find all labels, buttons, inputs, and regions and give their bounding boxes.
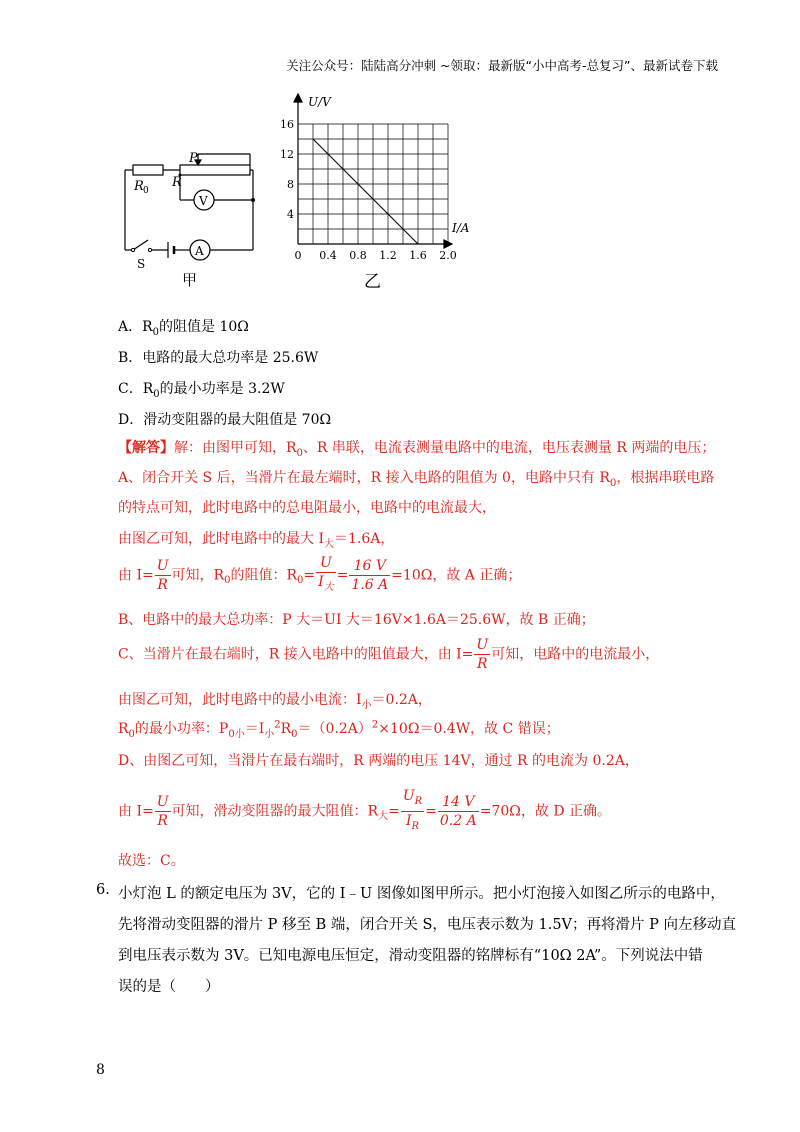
solution-line-10: D、由图乙可知，当滑片在最右端时，R 两端的电压 14V，通过 R 的电流为 0.2A， bbox=[118, 753, 639, 769]
solution-line-8: 由图乙可知，此时电路中的最小电流：$I_小=0.2A$， bbox=[118, 692, 432, 711]
x-tick-label: 1.6 bbox=[409, 249, 427, 262]
solution-line-5: 由 I= $\frac{U}{R}$ 可知，$R_0$的阻值：$R_0=$ $\frac{U}{I_大}$ = $\frac{16 V}{1.6 A}$ =10Ω，故 A 正确； bbox=[118, 555, 522, 593]
label-r0: R bbox=[134, 179, 144, 194]
label-a: A bbox=[195, 244, 204, 258]
page-number: 8 bbox=[96, 1062, 105, 1078]
x-tick-label: 0 bbox=[294, 249, 302, 262]
y-tick-label: 12 bbox=[280, 148, 294, 161]
solution-answer: 故选：C。 bbox=[118, 853, 185, 869]
y-tick-label: 4 bbox=[287, 208, 294, 221]
caption-yi: 乙 bbox=[364, 272, 381, 292]
x-tick-label: 2.0 bbox=[439, 249, 457, 262]
solution-line-4: 由图乙可知，此时电路中的最大 $I_大=1.6A$， bbox=[118, 531, 395, 550]
data-line bbox=[313, 139, 418, 244]
x-axis-label: I/A bbox=[452, 221, 470, 235]
question-6-line-3: 到电压表示数为 3V。已知电源电压恒定，滑动变阻器的铭牌标有“10Ω 2A”。下列说法中错 bbox=[118, 948, 703, 964]
question-6-line-1: 小灯泡 L 的额定电压为 3V，它的 I﹣U 图像如图甲所示。把小灯泡接入如图乙所示的电路中， bbox=[118, 886, 725, 902]
option-d: D．滑动变阻器的最大阻值是 70Ω bbox=[118, 412, 332, 428]
solution-line-9: $R_0$的最小功率：$P_{0小}=I_小^2R_0=(0.2A)^2\times 10\Omega=0.4W$，故 C 错误； bbox=[118, 719, 560, 740]
y-axis-label: U/V bbox=[308, 95, 331, 109]
solution-line-11: 由 I= $\frac{U}{R}$ 可知，滑动变阻器的最大阻值：$R_大=$ $\frac{U_R}{I_R}$ = $\frac{14 V}{0.2 A}$ =70Ω，故 D 正确。 bbox=[118, 788, 611, 832]
solution-line-2: A、闭合开关 S 后，当滑片在最左端时，R 接入电路的阻值为 0，电路中只有 $R_0$，根据串联电路 bbox=[118, 470, 715, 489]
option-c: C．$R_0$的最小功率是 3.2W bbox=[118, 381, 285, 400]
option-a: A．$R_0$的阻值是 10Ω bbox=[118, 319, 249, 338]
solution-line-1: 【解答】解：由图甲可知，$R_0$、R 串联，电流表测量电路中的电流，电压表测量 R 两端的电压； bbox=[118, 440, 716, 459]
label-s: S bbox=[137, 257, 146, 271]
caption-jia: 甲 bbox=[182, 271, 198, 289]
y-tick-label: 8 bbox=[287, 178, 294, 191]
rheostat-r bbox=[180, 165, 250, 175]
solution-line-3: 的特点可知，此时电路中的总电阻最小，电路中的电流最大， bbox=[118, 500, 496, 516]
label-p: P bbox=[189, 151, 198, 166]
y-tick-label: 16 bbox=[280, 118, 294, 131]
ui-graph-yi bbox=[278, 92, 478, 292]
circuit-diagram-jia bbox=[110, 140, 270, 290]
x-tick-label: 0.8 bbox=[349, 249, 367, 262]
resistor-r0 bbox=[133, 165, 163, 175]
y-axis-arrow bbox=[294, 94, 302, 102]
x-tick-label: 0.4 bbox=[319, 249, 337, 262]
solution-line-6: B、电路中的最大总功率：P 大＝UI 大＝16V×1.6A＝25.6W，故 B 正确； bbox=[118, 612, 595, 628]
x-tick-label: 1.2 bbox=[379, 249, 397, 262]
label-r: R bbox=[172, 175, 182, 190]
option-b: B．电路的最大总功率是 25.6W bbox=[118, 350, 319, 366]
solution-line-7: C、当滑片在最右端时，R 接入电路中的阻值最大，由 I= $\frac{U}{R}$ 可知，电路中的电流最小， bbox=[118, 637, 660, 672]
solution-tag: 【解答】 bbox=[118, 440, 174, 456]
label-r0-sub: 0 bbox=[143, 186, 149, 196]
question-6-number: 6. bbox=[96, 882, 110, 898]
question-6-line-4: 误的是（ ） bbox=[118, 979, 220, 995]
page-header: 关注公众号：陆陆高分冲刺 ~领取：最新版“小中高考-总复习”、最新试卷下载 bbox=[286, 58, 718, 73]
label-v: V bbox=[199, 194, 208, 208]
question-6-line-2: 先将滑动变阻器的滑片 P 移至 B 端，闭合开关 S，电压表示数为 1.5V；再将滑片 P 向左移动直 bbox=[118, 917, 737, 933]
